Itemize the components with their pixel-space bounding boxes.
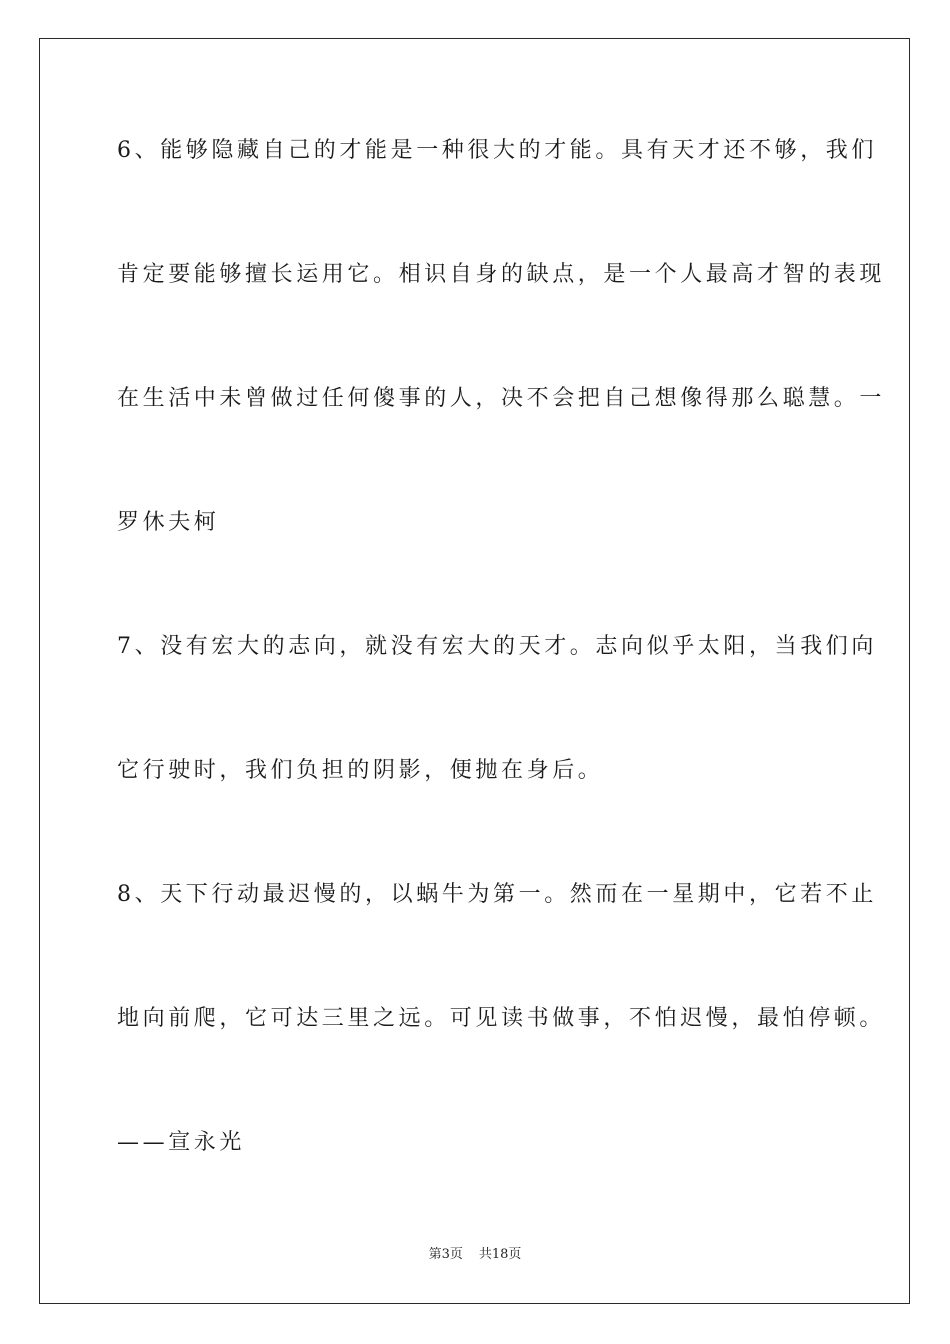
page-number: 第3页	[428, 1247, 463, 1262]
text-line: 7、没有宏大的志向，就没有宏大的天才。志向似乎太阳，当我们向	[117, 634, 877, 659]
text-line: ——宣永光	[117, 1130, 246, 1155]
page-total: 共18页	[478, 1247, 522, 1262]
text-line: 它行驶时，我们负担的阴影，便抛在身后。	[117, 758, 604, 783]
text-line: 肯定要能够擅长运用它。相识自身的缺点，是一个人最高才智的表现	[117, 262, 886, 287]
page-footer	[0, 1246, 950, 1264]
text-line: 8、天下行动最迟慢的，以蜗牛为第一。然而在一星期中，它若不止	[117, 882, 877, 907]
text-line: 6、能够隐藏自己的才能是一种很大的才能。具有天才还不够，我们	[117, 138, 877, 163]
text-line: 在生活中未曾做过任何傻事的人，决不会把自己想像得那么聪慧。一	[117, 386, 886, 411]
text-line: 罗休夫柯	[117, 510, 220, 535]
text-line: 地向前爬，它可达三里之远。可见读书做事，不怕迟慢，最怕停顿。	[117, 1006, 886, 1031]
page-border	[39, 38, 910, 1304]
